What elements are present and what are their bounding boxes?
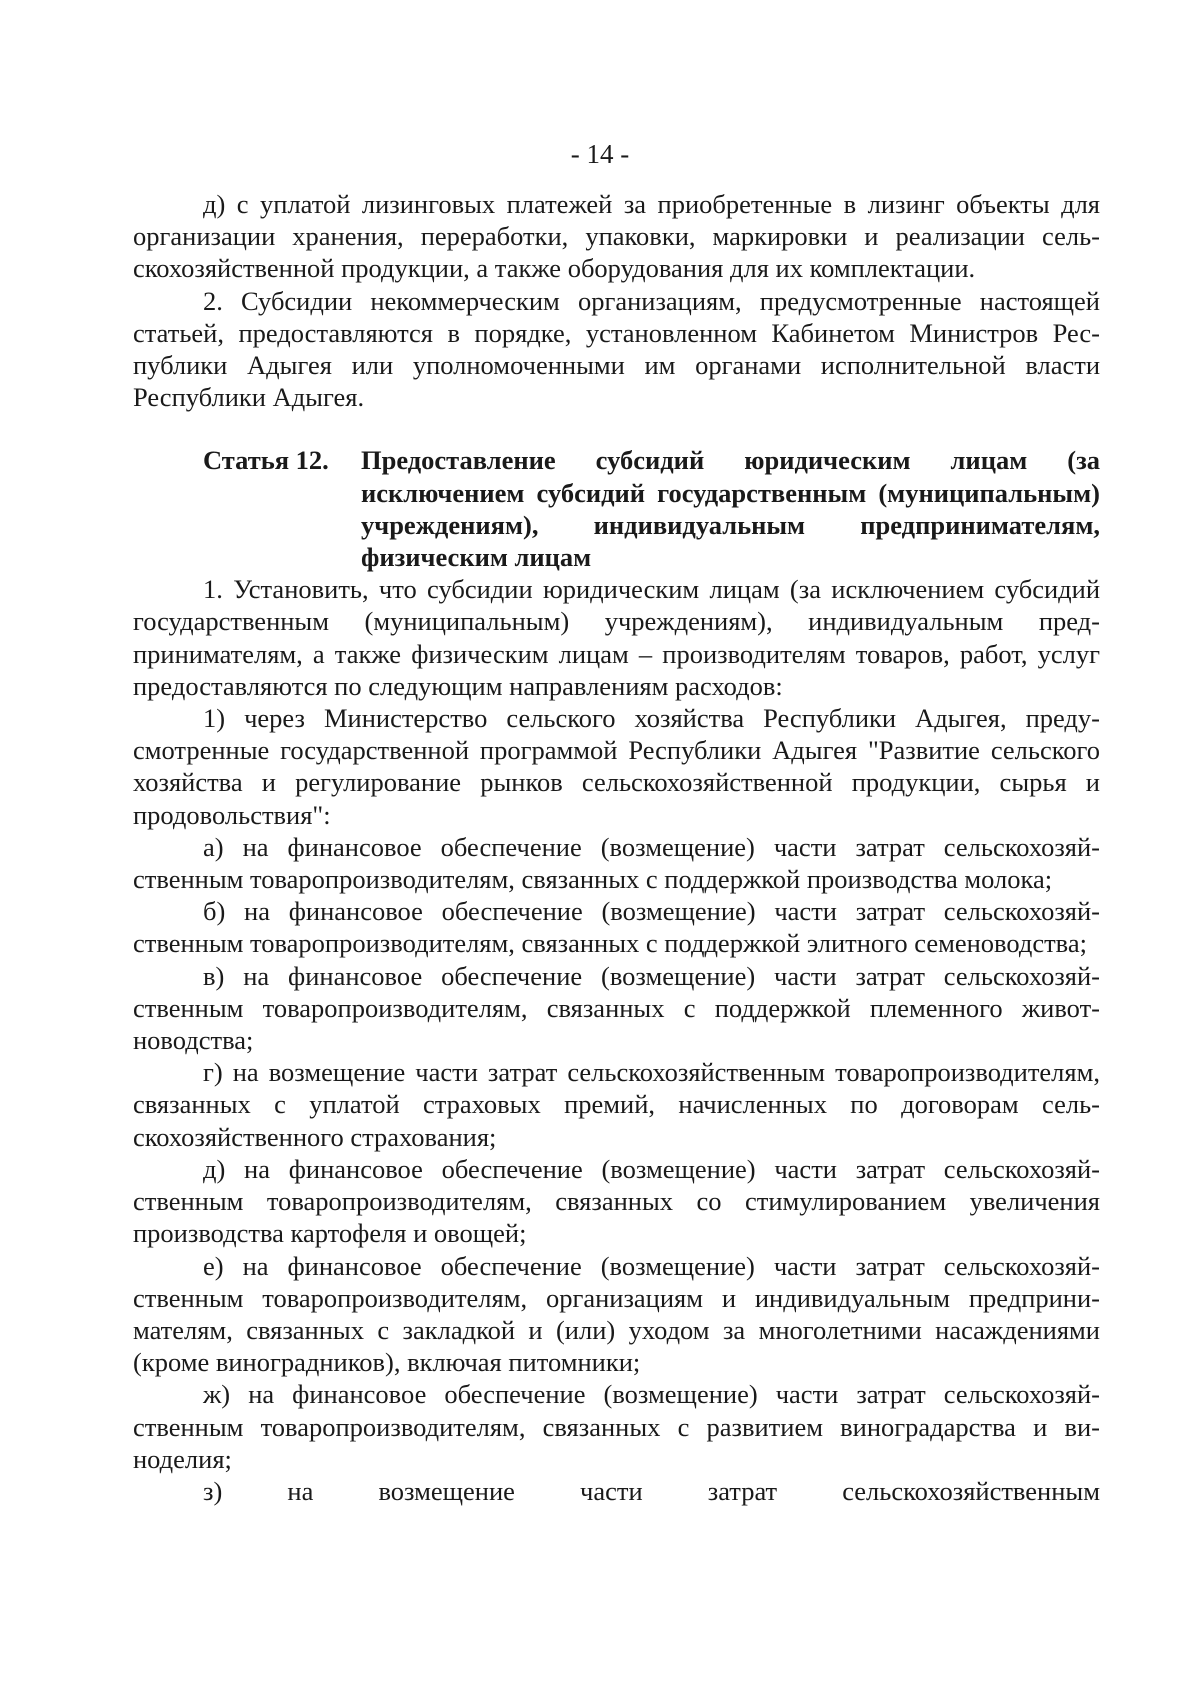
article-title: Предоставление субсидий юридическим лицам (за исключением субсидий государственным (муниципальным) учреждениям), индивидуальным предпринимателям, физическим лицам: [361, 445, 1100, 573]
last-line-word: на: [287, 1475, 314, 1506]
list-item: е) на финансовое обеспечение (возмещение) части затрат сельскохозяйственным товаропроизводителям, организациям и индивидуальным предпринимателям, связанных с закладкой и (или) уходом за многолетними насаждениями (кроме виноградников), включая питомники;: [133, 1250, 1100, 1378]
list-item: г) на возмещение части затрат сельскохозяйственным товаропроизводителям, связанных с уплатой страховых премий, начисленных по договорам сельскохозяйственного страхования;: [133, 1057, 1100, 1152]
list-item: а) на финансовое обеспечение (возмещение) части затрат сельскохозяйственным товаропроизводителям, связанных с поддержкой производства молока;: [133, 831, 1100, 895]
list-item: в) на финансовое обеспечение (возмещение) части затрат сельскохозяйственным товаропроизводителям, связанных с поддержкой племенного животноводства;: [133, 960, 1100, 1056]
last-line-word: части: [580, 1475, 643, 1506]
paragraph: 1. Установить, что субсидии юридическим лицам (за исключением субсидий государственным (муниципальным) учреждениям), индивидуальным предпринимателям, а также физическим лицам – производителям товаров, работ, услуг предоставляются по следующим направлениям расходов:: [133, 574, 1100, 701]
paragraph: д) с уплатой лизинговых платежей за приобретенные в лизинг объекты для организации хранения, переработки, упаковки, маркировки и реализации сельскохозяйственной продукции, а также оборудования для их комплектации.: [133, 189, 1100, 284]
last-line-word: затрат: [707, 1475, 778, 1506]
list-item: д) на финансовое обеспечение (возмещение) части затрат сельскохозяйственным товаропроизводителям, связанных со стимулированием увеличения производства картофеля и овощей;: [133, 1153, 1100, 1249]
last-line-word: сельскохозяйственным: [842, 1475, 1100, 1506]
last-line-word: возмещение: [378, 1475, 515, 1506]
article-heading: [133, 444, 1100, 573]
last-line-word: з): [203, 1475, 223, 1506]
list-item: б) на финансовое обеспечение (возмещение) части затрат сельскохозяйственным товаропроизводителям, связанных с поддержкой элитного семеноводства;: [133, 896, 1100, 959]
article-label: Статья 12.: [203, 445, 329, 476]
paragraph: 1) через Министерство сельского хозяйства Республики Адыгея, предусмотренные государственной программой Республики Адыгея "Развитие сельского хозяйства и регулирование рынков сельскохозяйственной продукции, сырья и продовольствия":: [133, 703, 1100, 830]
page-number: - 14 -: [570, 139, 630, 169]
paragraph: 2. Субсидии некоммерческим организациям, предусмотренные настоящей статьей, предоставляются в порядке, установленном Кабинетом Министров Республики Адыгея или уполномоченными им органами исполнительной власти Республики Адыгея.: [133, 285, 1100, 413]
document-body: [133, 188, 1100, 1507]
last-line: [133, 1475, 1100, 1507]
list-item: ж) на финансовое обеспечение (возмещение) части затрат сельскохозяйственным товаропроизводителям, связанных с развитием виноградарства и виноделия;: [133, 1379, 1100, 1474]
